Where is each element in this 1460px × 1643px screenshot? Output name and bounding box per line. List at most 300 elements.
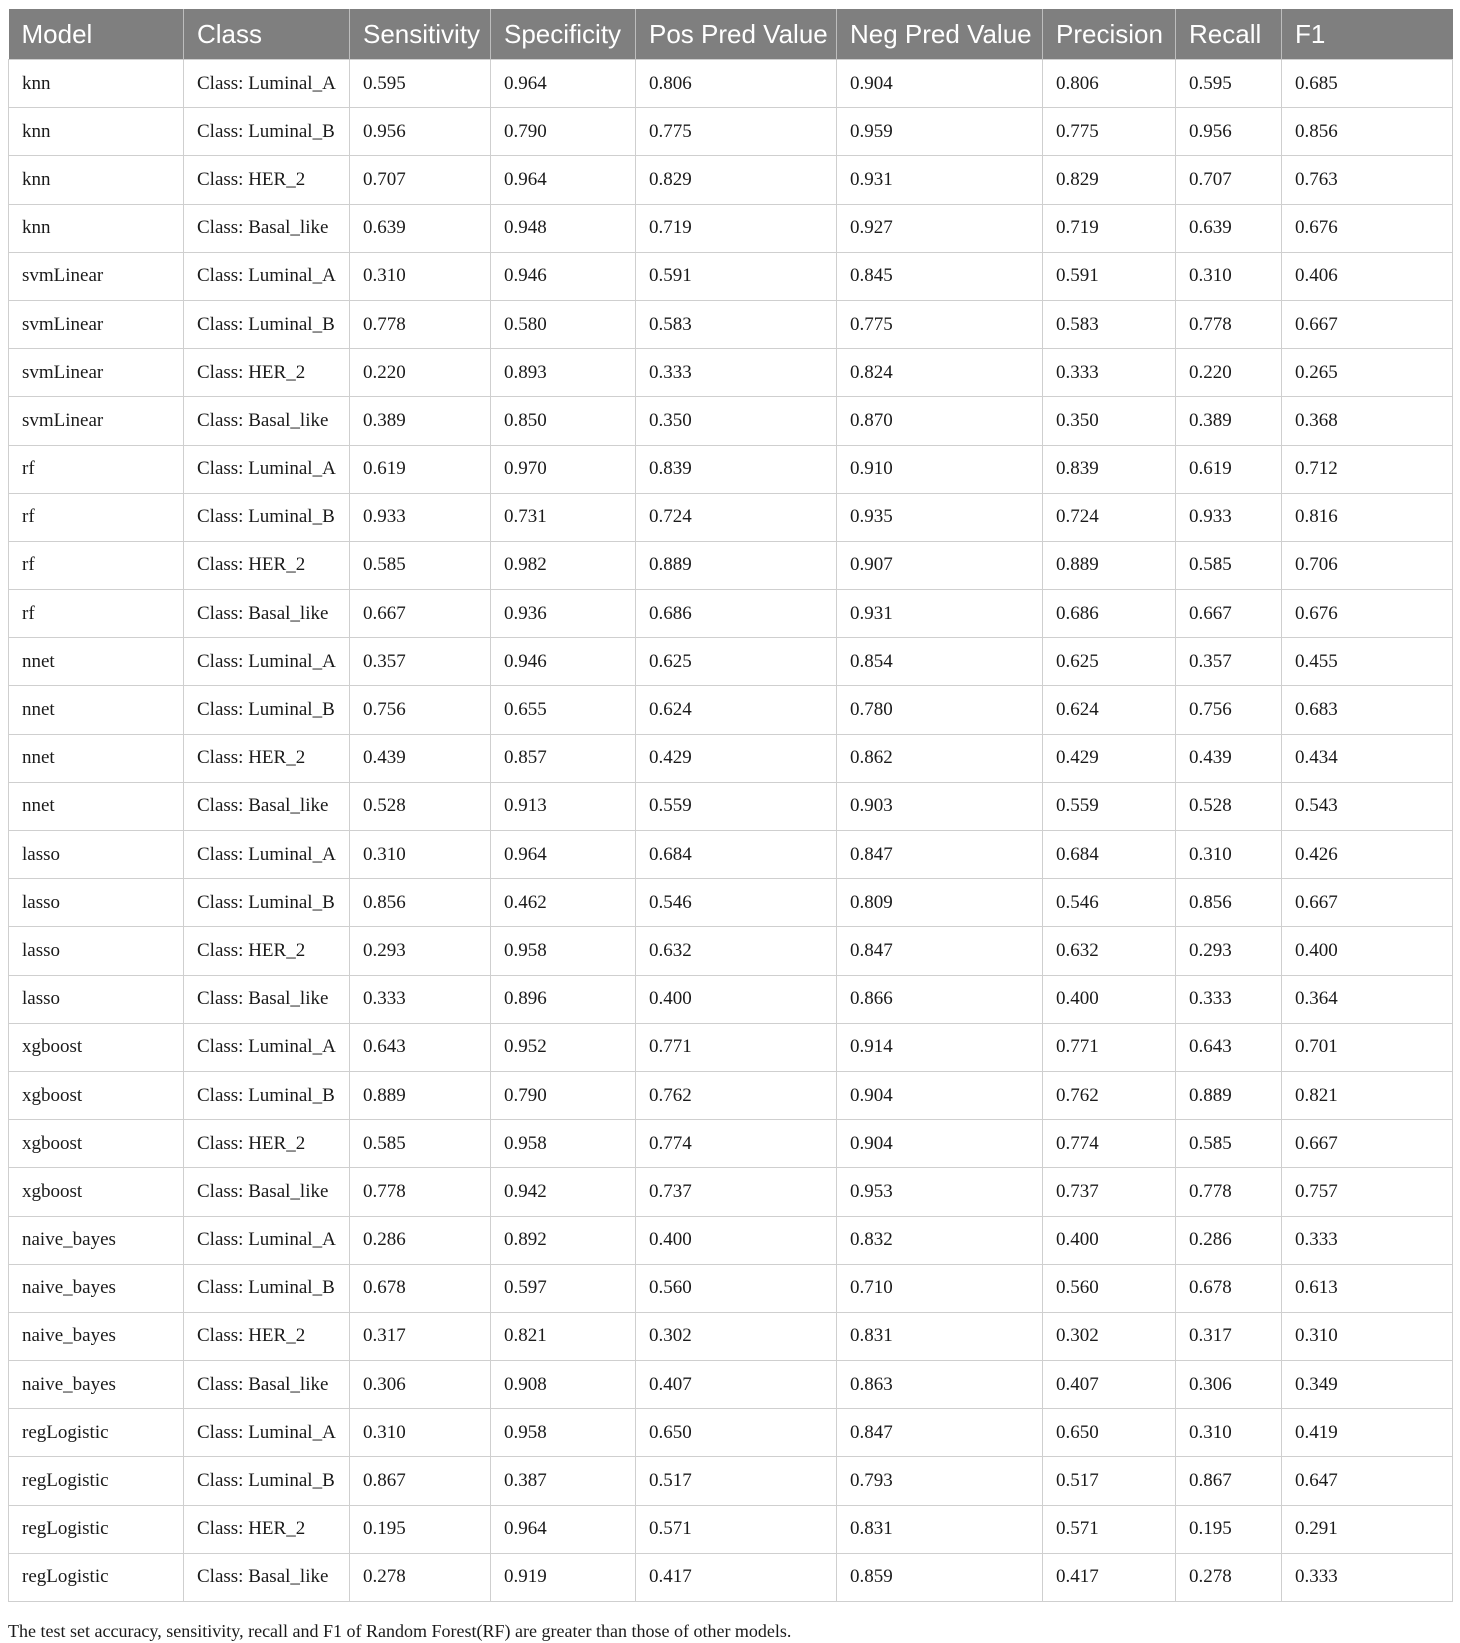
table-cell: 0.829 xyxy=(636,156,837,204)
table-cell: 0.821 xyxy=(491,1312,636,1360)
table-cell: 0.678 xyxy=(350,1264,491,1312)
table-cell: Class: Basal_like xyxy=(184,782,350,830)
table-cell: 0.982 xyxy=(491,541,636,589)
column-header: Pos Pred Value xyxy=(636,9,837,60)
table-cell: 0.595 xyxy=(1176,60,1282,108)
table-cell: naive_bayes xyxy=(9,1312,184,1360)
table-row xyxy=(9,975,1453,1023)
table-cell: 0.591 xyxy=(636,252,837,300)
table-row xyxy=(9,156,1453,204)
table-cell: lasso xyxy=(9,879,184,927)
table-cell: 0.429 xyxy=(1043,734,1176,782)
table-cell: 0.964 xyxy=(491,1505,636,1553)
table-cell: 0.904 xyxy=(837,1071,1043,1119)
table-cell: 0.357 xyxy=(350,638,491,686)
table-cell: 0.400 xyxy=(1043,1216,1176,1264)
table-cell: 0.854 xyxy=(837,638,1043,686)
table-row xyxy=(9,1553,1453,1601)
table-cell: 0.333 xyxy=(1176,975,1282,1023)
table-row xyxy=(9,1264,1453,1312)
table-cell: 0.639 xyxy=(1176,204,1282,252)
table-cell: 0.278 xyxy=(350,1553,491,1601)
table-cell: 0.931 xyxy=(837,156,1043,204)
table-cell: 0.400 xyxy=(1043,975,1176,1023)
table-cell: 0.956 xyxy=(1176,108,1282,156)
table-cell: 0.970 xyxy=(491,445,636,493)
table-cell: 0.667 xyxy=(350,590,491,638)
table-row xyxy=(9,782,1453,830)
table-row xyxy=(9,734,1453,782)
table-row xyxy=(9,445,1453,493)
table-cell: 0.893 xyxy=(491,349,636,397)
table-cell: 0.368 xyxy=(1282,397,1453,445)
table-cell: 0.867 xyxy=(1176,1457,1282,1505)
table-cell: 0.597 xyxy=(491,1264,636,1312)
table-cell: 0.706 xyxy=(1282,541,1453,589)
table-cell: rf xyxy=(9,445,184,493)
table-cell: 0.400 xyxy=(1282,927,1453,975)
table-cell: Class: Luminal_A xyxy=(184,252,350,300)
table-cell: 0.310 xyxy=(1176,1409,1282,1457)
table-row xyxy=(9,541,1453,589)
table-cell: 0.571 xyxy=(636,1505,837,1553)
table-cell: 0.948 xyxy=(491,204,636,252)
table-row xyxy=(9,1312,1453,1360)
table-cell: lasso xyxy=(9,975,184,1023)
table-cell: 0.757 xyxy=(1282,1168,1453,1216)
table-cell: 0.793 xyxy=(837,1457,1043,1505)
table-cell: 0.317 xyxy=(350,1312,491,1360)
table-cell: 0.310 xyxy=(350,1409,491,1457)
table-cell: 0.350 xyxy=(636,397,837,445)
table-row xyxy=(9,590,1453,638)
table-cell: 0.310 xyxy=(1176,252,1282,300)
table-cell: 0.676 xyxy=(1282,204,1453,252)
table-cell: 0.683 xyxy=(1282,686,1453,734)
column-header: Recall xyxy=(1176,9,1282,60)
table-cell: 0.686 xyxy=(1043,590,1176,638)
table-cell: 0.678 xyxy=(1176,1264,1282,1312)
table-cell: 0.790 xyxy=(491,108,636,156)
table-cell: 0.543 xyxy=(1282,782,1453,830)
table-cell: knn xyxy=(9,204,184,252)
table-cell: 0.889 xyxy=(636,541,837,589)
table-cell: regLogistic xyxy=(9,1553,184,1601)
table-cell: 0.625 xyxy=(1043,638,1176,686)
table-cell: 0.816 xyxy=(1282,493,1453,541)
table-row xyxy=(9,300,1453,348)
table-cell: knn xyxy=(9,60,184,108)
table-cell: 0.528 xyxy=(1176,782,1282,830)
table-cell: 0.647 xyxy=(1282,1457,1453,1505)
table-cell: xgboost xyxy=(9,1120,184,1168)
table-row xyxy=(9,831,1453,879)
table-cell: lasso xyxy=(9,831,184,879)
table-cell: 0.904 xyxy=(837,1120,1043,1168)
table-cell: 0.686 xyxy=(636,590,837,638)
model-performance-table xyxy=(8,9,1453,1602)
table-cell: 0.856 xyxy=(1282,108,1453,156)
table-row xyxy=(9,1120,1453,1168)
table-cell: 0.731 xyxy=(491,493,636,541)
table-cell: 0.439 xyxy=(1176,734,1282,782)
table-cell: 0.724 xyxy=(1043,493,1176,541)
table-cell: 0.910 xyxy=(837,445,1043,493)
table-cell: 0.462 xyxy=(491,879,636,927)
table-cell: 0.737 xyxy=(636,1168,837,1216)
table-cell: 0.310 xyxy=(350,252,491,300)
table-cell: 0.407 xyxy=(1043,1361,1176,1409)
table-cell: 0.195 xyxy=(1176,1505,1282,1553)
table-cell: 0.220 xyxy=(350,349,491,397)
table-cell: 0.317 xyxy=(1176,1312,1282,1360)
table-cell: 0.517 xyxy=(636,1457,837,1505)
table-cell: 0.762 xyxy=(636,1071,837,1119)
table-cell: 0.426 xyxy=(1282,831,1453,879)
table-cell: 0.896 xyxy=(491,975,636,1023)
table-cell: 0.560 xyxy=(636,1264,837,1312)
table-cell: 0.964 xyxy=(491,156,636,204)
table-cell: 0.350 xyxy=(1043,397,1176,445)
table-cell: 0.790 xyxy=(491,1071,636,1119)
table-row xyxy=(9,1216,1453,1264)
table-cell: Class: Luminal_A xyxy=(184,638,350,686)
table-cell: 0.310 xyxy=(1282,1312,1453,1360)
table-cell: Class: Luminal_B xyxy=(184,1071,350,1119)
table-cell: 0.824 xyxy=(837,349,1043,397)
table-cell: 0.964 xyxy=(491,60,636,108)
table-cell: 0.357 xyxy=(1176,638,1282,686)
table-cell: 0.931 xyxy=(837,590,1043,638)
table-cell: 0.737 xyxy=(1043,1168,1176,1216)
table-footnote: The test set accuracy, sensitivity, recall and F1 of Random Forest(RF) are greater than those of other models. xyxy=(8,1621,792,1641)
table-cell: lasso xyxy=(9,927,184,975)
table-cell: 0.364 xyxy=(1282,975,1453,1023)
table-cell: 0.857 xyxy=(491,734,636,782)
table-cell: 0.286 xyxy=(350,1216,491,1264)
table-cell: 0.434 xyxy=(1282,734,1453,782)
table-cell: nnet xyxy=(9,734,184,782)
table-row xyxy=(9,1409,1453,1457)
table-cell: 0.839 xyxy=(1043,445,1176,493)
table-cell: 0.559 xyxy=(636,782,837,830)
table-row xyxy=(9,1071,1453,1119)
table-cell: 0.389 xyxy=(350,397,491,445)
table-cell: 0.302 xyxy=(636,1312,837,1360)
table-cell: 0.806 xyxy=(1043,60,1176,108)
table-cell: svmLinear xyxy=(9,397,184,445)
table-row xyxy=(9,927,1453,975)
table-cell: 0.306 xyxy=(350,1361,491,1409)
table-cell: 0.908 xyxy=(491,1361,636,1409)
table-cell: 0.832 xyxy=(837,1216,1043,1264)
table-cell: 0.936 xyxy=(491,590,636,638)
table-cell: Class: HER_2 xyxy=(184,156,350,204)
table-cell: 0.583 xyxy=(636,300,837,348)
table-cell: 0.667 xyxy=(1176,590,1282,638)
table-cell: 0.559 xyxy=(1043,782,1176,830)
table-cell: 0.927 xyxy=(837,204,1043,252)
column-header: Model xyxy=(9,9,184,60)
table-cell: rf xyxy=(9,590,184,638)
table-row xyxy=(9,1168,1453,1216)
table-row xyxy=(9,108,1453,156)
table-cell: 0.302 xyxy=(1043,1312,1176,1360)
table-cell: Class: Luminal_B xyxy=(184,879,350,927)
table-cell: 0.856 xyxy=(1176,879,1282,927)
table-cell: Class: Luminal_B xyxy=(184,493,350,541)
table-cell: nnet xyxy=(9,638,184,686)
column-header: Sensitivity xyxy=(350,9,491,60)
table-cell: 0.580 xyxy=(491,300,636,348)
table-cell: 0.889 xyxy=(1176,1071,1282,1119)
table-cell: Class: Luminal_A xyxy=(184,1023,350,1071)
table-cell: 0.839 xyxy=(636,445,837,493)
table-cell: 0.517 xyxy=(1043,1457,1176,1505)
table-cell: 0.632 xyxy=(636,927,837,975)
table-cell: 0.685 xyxy=(1282,60,1453,108)
table-cell: 0.293 xyxy=(350,927,491,975)
table-row xyxy=(9,204,1453,252)
table-cell: 0.847 xyxy=(837,927,1043,975)
table-cell: 0.712 xyxy=(1282,445,1453,493)
table-row xyxy=(9,493,1453,541)
table-cell: 0.845 xyxy=(837,252,1043,300)
table-cell: 0.913 xyxy=(491,782,636,830)
table-cell: 0.333 xyxy=(1282,1553,1453,1601)
table-cell: 0.946 xyxy=(491,638,636,686)
table-cell: svmLinear xyxy=(9,300,184,348)
table-cell: 0.933 xyxy=(1176,493,1282,541)
table-row xyxy=(9,879,1453,927)
table-cell: 0.914 xyxy=(837,1023,1043,1071)
table-cell: 0.684 xyxy=(1043,831,1176,879)
results-table-container xyxy=(8,9,1452,1602)
table-cell: 0.935 xyxy=(837,493,1043,541)
table-cell: 0.946 xyxy=(491,252,636,300)
table-cell: 0.806 xyxy=(636,60,837,108)
table-cell: Class: Luminal_B xyxy=(184,1457,350,1505)
table-cell: 0.774 xyxy=(1043,1120,1176,1168)
table-cell: 0.778 xyxy=(350,300,491,348)
table-cell: 0.707 xyxy=(1176,156,1282,204)
table-cell: 0.333 xyxy=(1043,349,1176,397)
table-cell: 0.619 xyxy=(1176,445,1282,493)
column-header: Class xyxy=(184,9,350,60)
table-cell: 0.286 xyxy=(1176,1216,1282,1264)
table-cell: 0.831 xyxy=(837,1505,1043,1553)
table-cell: 0.585 xyxy=(350,1120,491,1168)
table-cell: 0.856 xyxy=(350,879,491,927)
table-cell: 0.710 xyxy=(837,1264,1043,1312)
table-cell: 0.333 xyxy=(636,349,837,397)
table-cell: 0.775 xyxy=(1043,108,1176,156)
table-cell: 0.870 xyxy=(837,397,1043,445)
table-cell: 0.867 xyxy=(350,1457,491,1505)
table-cell: 0.624 xyxy=(636,686,837,734)
table-cell: 0.546 xyxy=(636,879,837,927)
table-cell: Class: HER_2 xyxy=(184,1505,350,1553)
table-cell: 0.639 xyxy=(350,204,491,252)
table-cell: 0.560 xyxy=(1043,1264,1176,1312)
table-cell: 0.676 xyxy=(1282,590,1453,638)
table-row xyxy=(9,1361,1453,1409)
table-cell: 0.958 xyxy=(491,927,636,975)
table-cell: 0.724 xyxy=(636,493,837,541)
table-cell: 0.650 xyxy=(1043,1409,1176,1457)
table-cell: 0.585 xyxy=(1176,1120,1282,1168)
table-cell: 0.278 xyxy=(1176,1553,1282,1601)
table-cell: 0.333 xyxy=(1282,1216,1453,1264)
table-cell: 0.293 xyxy=(1176,927,1282,975)
table-cell: 0.455 xyxy=(1282,638,1453,686)
table-cell: 0.291 xyxy=(1282,1505,1453,1553)
table-cell: naive_bayes xyxy=(9,1216,184,1264)
table-cell: 0.907 xyxy=(837,541,1043,589)
table-cell: xgboost xyxy=(9,1168,184,1216)
column-header: Specificity xyxy=(491,9,636,60)
table-cell: 0.756 xyxy=(1176,686,1282,734)
table-cell: knn xyxy=(9,156,184,204)
table-cell: 0.306 xyxy=(1176,1361,1282,1409)
table-cell: regLogistic xyxy=(9,1457,184,1505)
table-cell: 0.933 xyxy=(350,493,491,541)
column-header: Neg Pred Value xyxy=(837,9,1043,60)
table-cell: Class: Luminal_B xyxy=(184,300,350,348)
table-cell: 0.417 xyxy=(1043,1553,1176,1601)
table-cell: 0.310 xyxy=(350,831,491,879)
table-cell: 0.903 xyxy=(837,782,1043,830)
table-cell: 0.953 xyxy=(837,1168,1043,1216)
table-cell: 0.771 xyxy=(1043,1023,1176,1071)
table-cell: regLogistic xyxy=(9,1505,184,1553)
table-cell: 0.643 xyxy=(1176,1023,1282,1071)
table-cell: 0.863 xyxy=(837,1361,1043,1409)
table-cell: Class: Luminal_A xyxy=(184,60,350,108)
table-cell: Class: Luminal_A xyxy=(184,1409,350,1457)
table-row xyxy=(9,60,1453,108)
table-cell: 0.775 xyxy=(636,108,837,156)
table-cell: 0.866 xyxy=(837,975,1043,1023)
table-cell: 0.889 xyxy=(350,1071,491,1119)
table-cell: 0.847 xyxy=(837,831,1043,879)
table-cell: 0.847 xyxy=(837,1409,1043,1457)
table-cell: 0.625 xyxy=(636,638,837,686)
table-cell: xgboost xyxy=(9,1071,184,1119)
table-cell: nnet xyxy=(9,782,184,830)
table-body xyxy=(9,60,1453,1602)
table-cell: nnet xyxy=(9,686,184,734)
table-cell: Class: HER_2 xyxy=(184,1312,350,1360)
table-cell: regLogistic xyxy=(9,1409,184,1457)
table-cell: 0.775 xyxy=(837,300,1043,348)
table-cell: 0.400 xyxy=(636,1216,837,1264)
table-cell: 0.821 xyxy=(1282,1071,1453,1119)
table-cell: 0.958 xyxy=(491,1120,636,1168)
table-cell: 0.701 xyxy=(1282,1023,1453,1071)
table-cell: 0.719 xyxy=(1043,204,1176,252)
table-cell: Class: Basal_like xyxy=(184,975,350,1023)
table-cell: 0.585 xyxy=(350,541,491,589)
table-cell: Class: Luminal_B xyxy=(184,686,350,734)
table-cell: 0.595 xyxy=(350,60,491,108)
table-cell: 0.942 xyxy=(491,1168,636,1216)
column-header: F1 xyxy=(1282,9,1453,60)
table-cell: 0.771 xyxy=(636,1023,837,1071)
table-cell: 0.583 xyxy=(1043,300,1176,348)
table-cell: 0.417 xyxy=(636,1553,837,1601)
table-cell: rf xyxy=(9,541,184,589)
table-cell: Class: Luminal_B xyxy=(184,108,350,156)
table-cell: 0.419 xyxy=(1282,1409,1453,1457)
table-cell: 0.667 xyxy=(1282,1120,1453,1168)
table-cell: 0.406 xyxy=(1282,252,1453,300)
table-cell: 0.829 xyxy=(1043,156,1176,204)
table-row xyxy=(9,1505,1453,1553)
table-row xyxy=(9,1023,1453,1071)
table-cell: 0.585 xyxy=(1176,541,1282,589)
table-cell: Class: Basal_like xyxy=(184,1168,350,1216)
table-cell: 0.387 xyxy=(491,1457,636,1505)
table-cell: 0.650 xyxy=(636,1409,837,1457)
table-cell: 0.707 xyxy=(350,156,491,204)
table-cell: 0.959 xyxy=(837,108,1043,156)
table-cell: 0.952 xyxy=(491,1023,636,1071)
table-cell: Class: Luminal_B xyxy=(184,1264,350,1312)
table-cell: 0.400 xyxy=(636,975,837,1023)
table-cell: 0.859 xyxy=(837,1553,1043,1601)
table-cell: Class: Basal_like xyxy=(184,204,350,252)
table-cell: 0.778 xyxy=(350,1168,491,1216)
table-cell: 0.220 xyxy=(1176,349,1282,397)
table-cell: 0.892 xyxy=(491,1216,636,1264)
table-cell: rf xyxy=(9,493,184,541)
table-cell: 0.778 xyxy=(1176,300,1282,348)
table-cell: Class: Luminal_A xyxy=(184,445,350,493)
table-cell: 0.546 xyxy=(1043,879,1176,927)
table-row xyxy=(9,1457,1453,1505)
table-cell: naive_bayes xyxy=(9,1264,184,1312)
table-cell: 0.831 xyxy=(837,1312,1043,1360)
table-cell: knn xyxy=(9,108,184,156)
table-cell: 0.439 xyxy=(350,734,491,782)
table-cell: 0.763 xyxy=(1282,156,1453,204)
table-cell: Class: HER_2 xyxy=(184,734,350,782)
table-cell: 0.762 xyxy=(1043,1071,1176,1119)
table-cell: 0.613 xyxy=(1282,1264,1453,1312)
table-cell: Class: HER_2 xyxy=(184,1120,350,1168)
table-cell: 0.956 xyxy=(350,108,491,156)
table-cell: 0.389 xyxy=(1176,397,1282,445)
table-cell: 0.719 xyxy=(636,204,837,252)
table-cell: 0.265 xyxy=(1282,349,1453,397)
table-row xyxy=(9,349,1453,397)
table-row xyxy=(9,397,1453,445)
table-cell: naive_bayes xyxy=(9,1361,184,1409)
table-cell: 0.667 xyxy=(1282,300,1453,348)
header-row xyxy=(9,9,1453,60)
table-cell: Class: Luminal_A xyxy=(184,1216,350,1264)
table-cell: Class: Basal_like xyxy=(184,1553,350,1601)
column-header: Precision xyxy=(1043,9,1176,60)
table-cell: 0.349 xyxy=(1282,1361,1453,1409)
table-row xyxy=(9,686,1453,734)
table-cell: 0.624 xyxy=(1043,686,1176,734)
table-cell: xgboost xyxy=(9,1023,184,1071)
table-cell: 0.904 xyxy=(837,60,1043,108)
table-cell: 0.195 xyxy=(350,1505,491,1553)
table-cell: Class: Basal_like xyxy=(184,590,350,638)
